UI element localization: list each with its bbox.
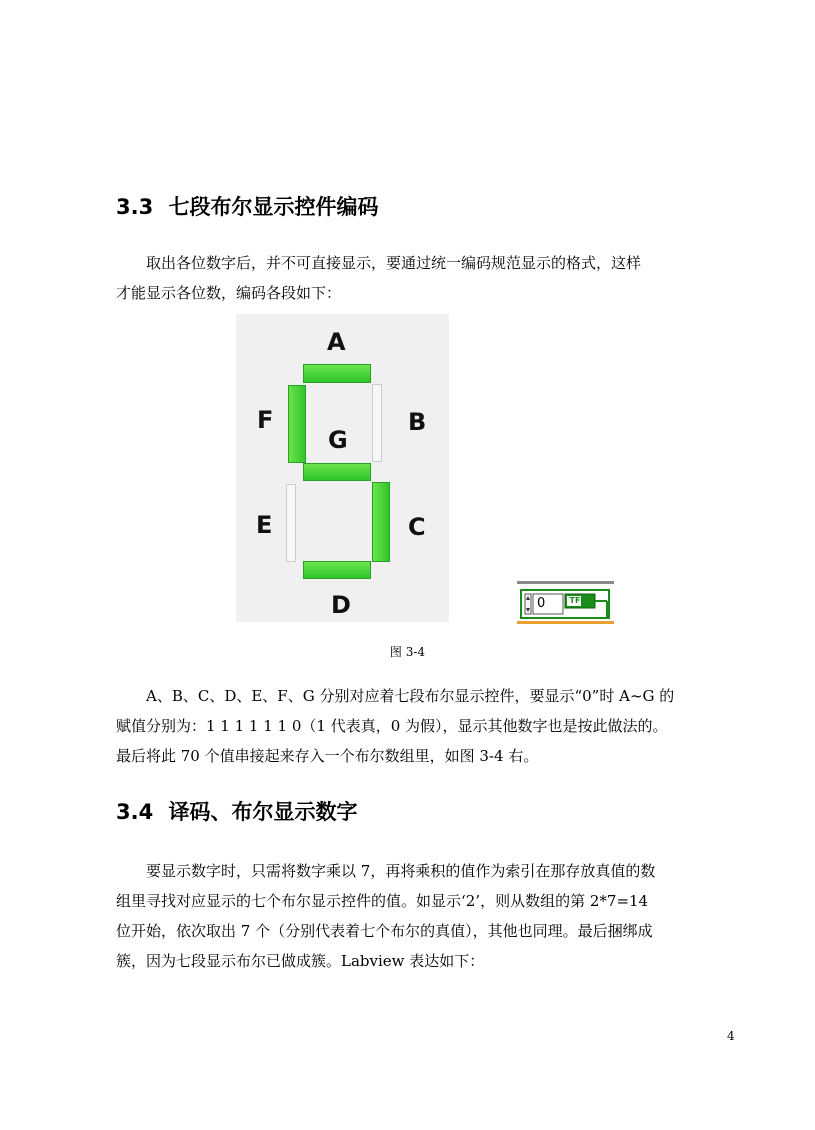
text-line: 取出各位数字后，并不可直接显示，要通过统一编码规范显示的格式，这样 (146, 254, 642, 272)
section-title: 七段布尔显示控件编码 (168, 195, 379, 219)
text-line: 位开始，依次取出 7 个（分别代表着七个布尔的真值），其他也同理。最后捆绑成 (116, 922, 653, 940)
segment-label-e: E (256, 511, 273, 539)
numeric-index-display: 0 (537, 596, 546, 611)
segment-label-b: B (408, 408, 427, 436)
segment-b (372, 384, 382, 462)
text-line: 组里寻找对应显示的七个布尔显示控件的值。如显示‘2’，则从数组的第 2*7=14 (116, 892, 649, 910)
text-line: 要显示数字时，只需将数字乘以 7，再将乘积的值作为索引在那存放真值的数 (146, 862, 656, 880)
labview-array-constant (517, 581, 614, 624)
segment-f (288, 385, 306, 463)
segment-g (303, 463, 371, 481)
segment-e (286, 484, 296, 562)
bool-constant-label: TF (569, 596, 581, 605)
section-title: 译码、布尔显示数字 (168, 800, 358, 824)
text-line: 最后将此 70 个值串接起来存入一个布尔数组里，如图 3-4 右。 (116, 747, 539, 765)
segment-label-g: G (328, 426, 348, 454)
text-line: 赋值分别为：1 1 1 1 1 1 0（1 代表真，0 为假），显示其他数字也是按此做法的。 (116, 717, 668, 735)
labview-block-graphic (517, 581, 614, 624)
text-line: A、B、C、D、E、F、G 分别对应着七段布尔显示控件，要显示“0”时 A~G 的 (146, 687, 675, 705)
segment-c (372, 482, 390, 562)
segment-explanation-paragraph (116, 681, 706, 771)
intro-paragraph (116, 248, 706, 308)
page-number: 4 (727, 1029, 735, 1043)
text-line: 才能显示各位数，编码各段如下： (116, 284, 342, 302)
segment-label-d: D (331, 591, 351, 619)
text-line: 簇，因为七段显示布尔已做成簇。Labview 表达如下： (116, 952, 485, 970)
decode-paragraph (116, 856, 706, 976)
seven-segment-display (236, 314, 449, 622)
section-heading-3-4 (116, 798, 358, 826)
segment-a (303, 364, 371, 383)
segment-d (303, 561, 371, 579)
figure-caption: 图 3-4 (389, 645, 426, 659)
segment-label-f: F (257, 406, 274, 434)
segment-label-a: A (327, 328, 346, 356)
section-heading-3-3 (116, 193, 379, 221)
segment-label-c: C (408, 513, 426, 541)
section-number: 3.3 (116, 195, 154, 219)
section-number: 3.4 (116, 800, 154, 824)
